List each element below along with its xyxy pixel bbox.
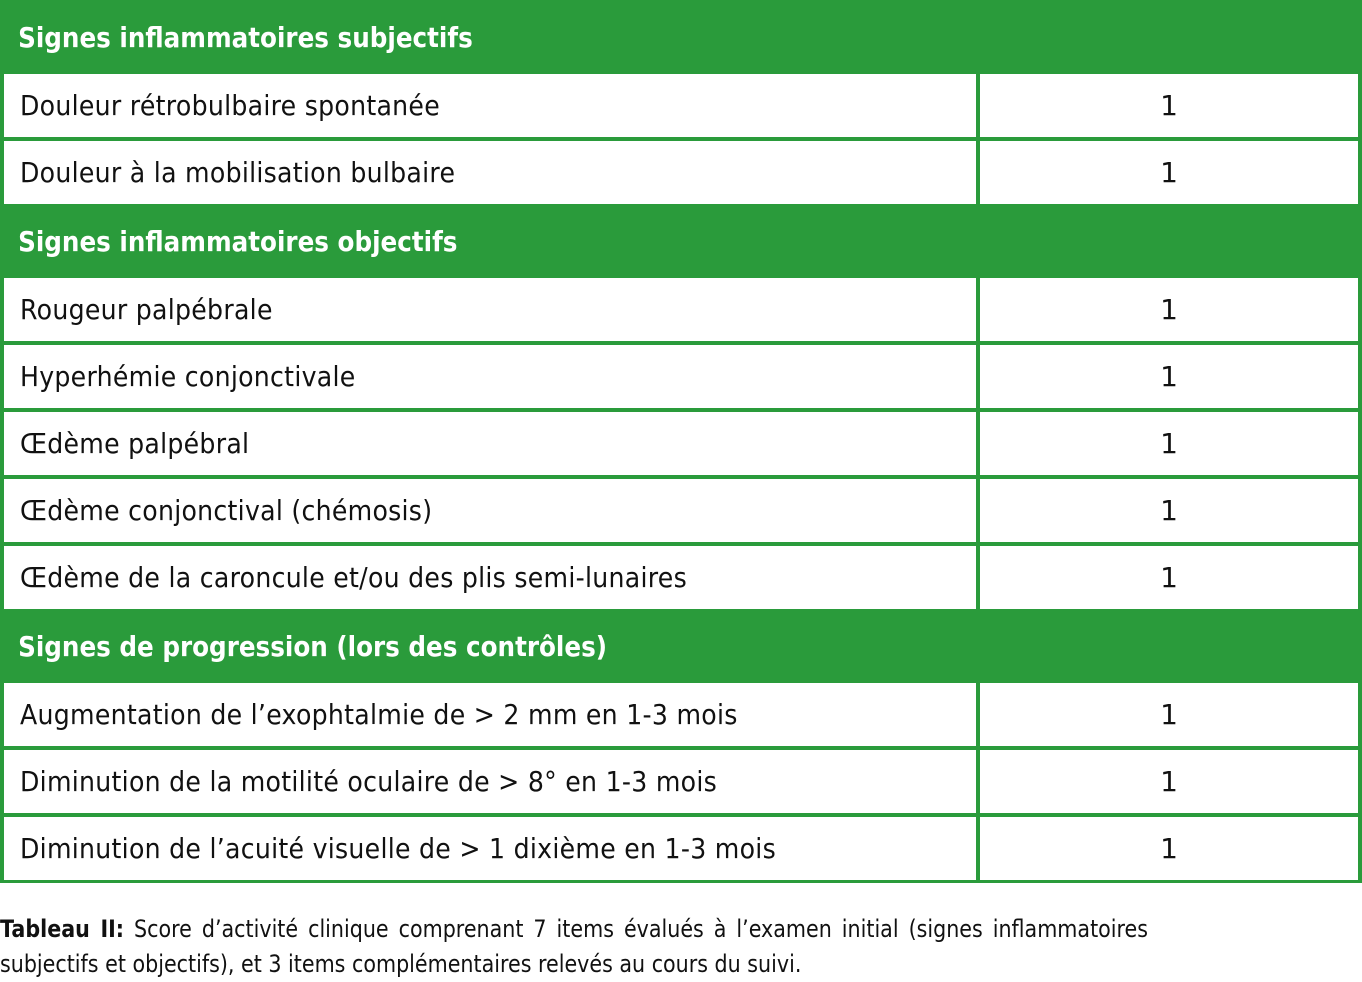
table-row (4, 546, 1358, 609)
item-label: Douleur rétrobulbaire spontanée (20, 89, 440, 122)
section-header-objective (4, 208, 1358, 274)
item-label: Diminution de la motilité oculaire de > 8° en 1-3 mois (20, 765, 718, 798)
item-score: 1 (980, 683, 1358, 746)
item-label: Œdème de la caroncule et/ou des plis semi-lunaires (20, 561, 687, 594)
item-label: Augmentation de l’exophtalmie de > 2 mm en 1-3 mois (20, 698, 738, 731)
item-score: 1 (980, 412, 1358, 475)
table-row (4, 278, 1358, 341)
caption-text-line1: Score d’activité clinique comprenant 7 items évalués à l’examen initial (signes inflammatoires (124, 915, 1149, 943)
table-row (4, 817, 1358, 880)
table-row (4, 412, 1358, 475)
item-score: 1 (980, 74, 1358, 137)
caption-text-line2: subjectifs et objectifs), et 3 items complémentaires relevés au cours du suivi. (0, 950, 802, 978)
table-row (4, 141, 1358, 204)
table-row (4, 750, 1358, 813)
item-score: 1 (980, 278, 1358, 341)
section-header-subjective (4, 4, 1358, 70)
item-label: Douleur à la mobilisation bulbaire (20, 156, 456, 189)
section-title: Signes inflammatoires objectifs (18, 224, 458, 258)
item-label: Diminution de l’acuité visuelle de > 1 dixième en 1-3 mois (20, 832, 776, 865)
item-label: Rougeur palpébrale (20, 293, 273, 326)
item-label: Œdème palpébral (20, 427, 250, 460)
table-caption (0, 912, 1362, 982)
section-title: Signes inflammatoires subjectifs (18, 20, 473, 54)
item-score: 1 (980, 817, 1358, 880)
table-row (4, 345, 1358, 408)
item-label: Œdème conjonctival (chémosis) (20, 494, 433, 527)
item-score: 1 (980, 750, 1358, 813)
section-title: Signes de progression (lors des contrôles) (18, 629, 608, 663)
item-score: 1 (980, 546, 1358, 609)
table-row (4, 683, 1358, 746)
item-score: 1 (980, 479, 1358, 542)
item-score: 1 (980, 141, 1358, 204)
table-row (4, 74, 1358, 137)
item-label: Hyperhémie conjonctivale (20, 360, 356, 393)
table-row (4, 479, 1358, 542)
section-header-progression (4, 613, 1358, 679)
item-score: 1 (980, 345, 1358, 408)
caption-label: Tableau II: (0, 915, 125, 943)
